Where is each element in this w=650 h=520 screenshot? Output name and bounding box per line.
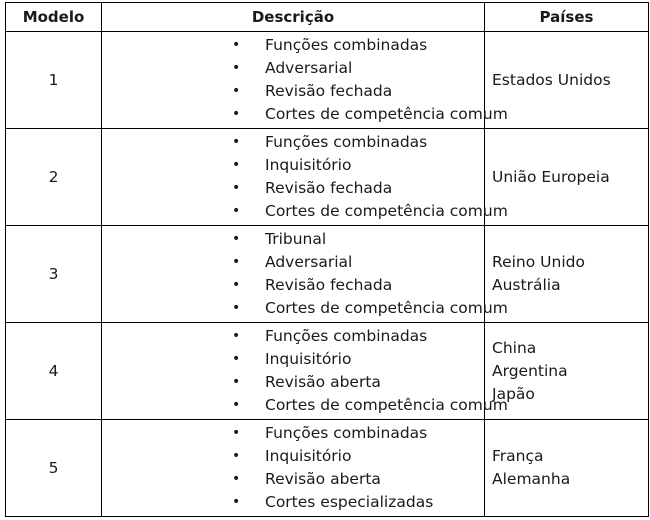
table-row <box>6 32 649 129</box>
list-item <box>102 251 484 274</box>
bullet-icon: • <box>232 83 241 99</box>
list-item <box>102 228 484 251</box>
country-name: China <box>492 338 537 357</box>
bullet-icon: • <box>232 448 241 464</box>
bullet-icon: • <box>232 277 241 293</box>
bullet-icon: • <box>232 203 241 219</box>
description-cell <box>102 32 508 129</box>
list-item <box>102 200 508 223</box>
model-number: 4 <box>6 323 102 420</box>
description-cell <box>102 420 485 517</box>
table-row <box>6 226 649 323</box>
header-countries: Países <box>485 3 649 32</box>
description-list <box>102 131 508 223</box>
description-cell <box>102 323 508 420</box>
list-item <box>102 394 508 417</box>
models-table <box>5 2 649 517</box>
list-item <box>102 422 484 445</box>
country-name: Argentina <box>492 361 568 380</box>
bullet-icon: • <box>232 254 241 270</box>
description-item: Funções combinadas <box>265 133 428 151</box>
country-name: União Europeia <box>492 167 610 186</box>
list-item <box>102 177 484 200</box>
bullet-icon: • <box>232 351 241 367</box>
bullet-icon: • <box>232 60 241 76</box>
model-number: 3 <box>6 226 102 323</box>
country-name: Japão <box>492 384 535 403</box>
description-item: Revisão aberta <box>265 373 381 391</box>
list-item <box>102 80 484 103</box>
header-row <box>6 3 649 32</box>
bullet-icon: • <box>232 494 241 510</box>
countries-cell <box>485 420 649 517</box>
description-cell <box>102 226 508 323</box>
countries-cell <box>485 323 649 420</box>
description-item: Funções combinadas <box>265 327 428 345</box>
description-item: Adversarial <box>265 59 353 77</box>
description-list <box>102 422 484 514</box>
description-item: Revisão fechada <box>265 179 393 197</box>
description-item: Tribunal <box>265 230 327 248</box>
bullet-icon: • <box>232 397 241 413</box>
list-item <box>102 297 508 320</box>
bullet-icon: • <box>232 425 241 441</box>
list-item <box>102 445 484 468</box>
table-row <box>6 129 649 226</box>
bullet-icon: • <box>232 134 241 150</box>
bullet-icon: • <box>232 471 241 487</box>
bullet-icon: • <box>232 231 241 247</box>
country-name: Austrália <box>492 276 561 294</box>
list-item <box>102 103 508 126</box>
country-name: Alemanha <box>492 470 571 488</box>
country-name: Estados Unidos <box>492 70 611 89</box>
list-item <box>102 491 484 514</box>
list-item <box>102 34 484 57</box>
country-name: França <box>492 447 544 465</box>
header-description: Descrição <box>102 3 485 32</box>
list-item <box>102 325 484 348</box>
description-list <box>102 325 508 417</box>
bullet-icon: • <box>232 37 241 53</box>
list-item <box>102 468 484 491</box>
description-item: Cortes de competência comum <box>265 105 508 123</box>
description-cell <box>102 129 508 226</box>
description-list <box>102 228 508 320</box>
country-name: Reino Unido <box>492 253 585 271</box>
description-item: Cortes de competência comum <box>265 202 508 220</box>
bullet-icon: • <box>232 157 241 173</box>
description-list <box>102 34 508 126</box>
list-item <box>102 274 484 297</box>
description-item: Adversarial <box>265 253 353 271</box>
table-row <box>6 323 649 420</box>
model-number: 2 <box>6 129 102 226</box>
description-item: Revisão fechada <box>265 276 393 294</box>
bullet-icon: • <box>232 300 241 316</box>
description-item: Inquisitório <box>265 156 352 174</box>
list-item <box>102 131 484 154</box>
table-row <box>6 420 649 517</box>
countries-cell <box>485 32 649 129</box>
header-model: Modelo <box>6 3 102 32</box>
description-item: Funções combinadas <box>265 36 428 54</box>
countries-cell <box>485 129 649 226</box>
list-item <box>102 371 484 394</box>
countries-cell <box>485 226 649 323</box>
list-item <box>102 57 484 80</box>
description-item: Cortes especializadas <box>265 493 434 511</box>
description-item: Cortes de competência comum <box>265 396 508 414</box>
description-item: Cortes de competência comum <box>265 299 508 317</box>
description-item: Revisão fechada <box>265 82 393 100</box>
description-item: Inquisitório <box>265 447 352 465</box>
description-item: Funções combinadas <box>265 424 428 442</box>
bullet-icon: • <box>232 374 241 390</box>
description-item: Inquisitório <box>265 350 352 368</box>
list-item <box>102 154 484 177</box>
bullet-icon: • <box>232 180 241 196</box>
description-item: Revisão aberta <box>265 470 381 488</box>
model-number: 5 <box>6 420 102 517</box>
list-item <box>102 348 484 371</box>
model-number: 1 <box>6 32 102 129</box>
bullet-icon: • <box>232 106 241 122</box>
bullet-icon: • <box>232 328 241 344</box>
